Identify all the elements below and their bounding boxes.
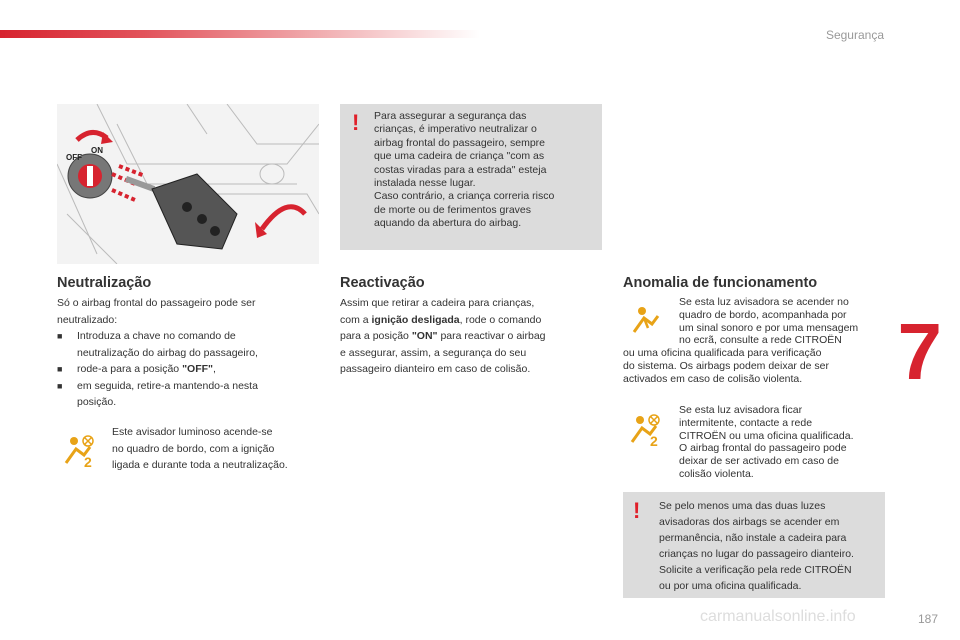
- airbag-fault-warning-text: Se pelo menos uma das duas luzes avisadoras dos airbags se acender em permanência, não instale a cadeira para crianças no lugar do passageiro dianteiro. Solicite a verificação pela rede CITROËN ou por uma oficina qualificada.: [659, 500, 854, 592]
- svg-text:2: 2: [650, 433, 658, 448]
- neutralizacao-heading: Neutralização: [57, 275, 152, 291]
- section-title: Segurança: [825, 28, 884, 42]
- watermark: carmanualsonline.info: [700, 608, 856, 625]
- header-color-bar: [0, 30, 480, 38]
- on-label: ON: [91, 146, 103, 155]
- reactivacao-heading: Reactivação: [340, 275, 425, 291]
- airbag-key-switch-illustration: [57, 104, 319, 264]
- anomalia-text-2: Se esta luz avisadora ficar intermitente, contacte a rede CITROËN ou uma oficina qualificada. O airbag frontal do passageiro pode deixar de ser activado em caso de colisão violenta.: [679, 404, 854, 480]
- bullet-icon: ■: [57, 380, 63, 391]
- airbag-fault-warning-box: [623, 492, 885, 598]
- anomalia-text-1: Se esta luz avisadora se acender no quadro de bordo, acompanhada por um sinal sonoro e por uma mensagem no ecrã, consulte a rede CITROËN ou uma oficina qualificada para verificação do sistema. Os airbags podem deixar de ser activados em caso de colisão violenta.: [623, 296, 859, 385]
- child-seat-warning-box: [340, 104, 602, 250]
- bullet-icon: ■: [57, 364, 63, 374]
- off-label: OFF: [66, 153, 82, 162]
- svg-text:2: 2: [84, 454, 92, 469]
- anomalia-heading: Anomalia de funcionamento: [623, 275, 818, 291]
- neutralizacao-lamp-text: Este avisador luminoso acende-se no quadro de bordo, com a ignição ligada e durante toda a neutralização.: [112, 426, 288, 471]
- airbag-off-blinking-indicator-icon: [628, 412, 664, 448]
- warning-exclamation-icon: !: [352, 110, 360, 135]
- child-seat-warning-text: Para assegurar a segurança das crianças, é imperativo neutralizar o airbag frontal do passageiro, sempre que uma cadeira de criança "com as costas viradas para a estrada" esteja instalada nesse lugar. Caso contrário, a criança correria risco de morte ou de ferimentos graves aquando da abertura do airbag.: [374, 110, 555, 230]
- page-number: 187: [917, 612, 938, 626]
- airbag-off-indicator-icon: [62, 433, 98, 469]
- neutralizacao-text: Só o airbag frontal do passageiro pode ser neutralizado: ■ Introduza a chave no comando de neutralização do airbag do passageiro, ■ rode-a para a posição "OFF", ■ em seguida, retire-a mantendo-a nesta posição.: [57, 297, 258, 408]
- warning-exclamation-icon: !: [633, 498, 641, 523]
- reactivacao-text: Assim que retirar a cadeira para crianças, com a ignição desligada, rode o comando para a posição "ON" para reactivar o airbag e assegurar, assim, a segurança do seu passageiro dianteiro em caso de colisão.: [340, 297, 546, 375]
- chapter-number: 7: [897, 307, 942, 396]
- bullet-icon: ■: [57, 331, 63, 341]
